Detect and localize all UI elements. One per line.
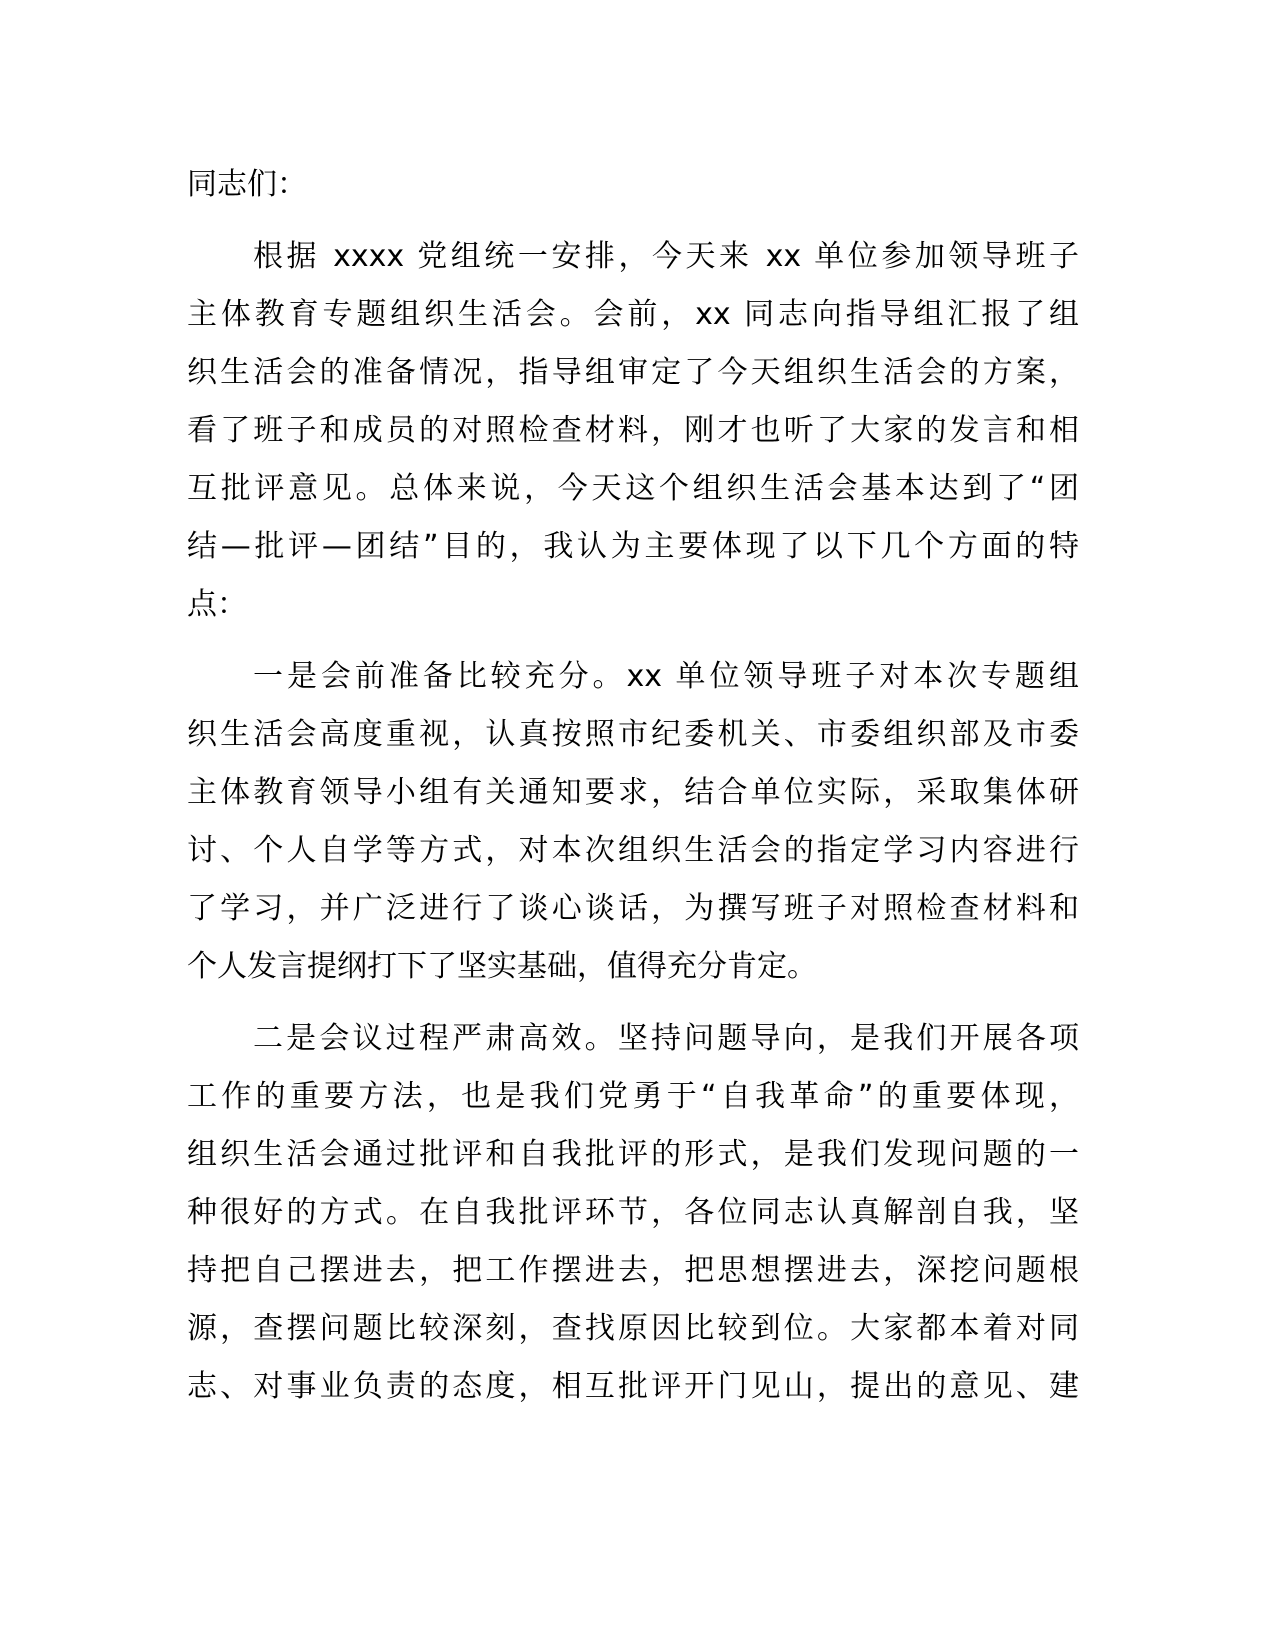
text-line: 根据 xxxx 党组统一安排，今天来 xx 单位参加领导班子 [253, 239, 1079, 274]
text-line: 主体教育专题组织生活会。会前，xx 同志向指导组汇报了组 [187, 297, 1079, 332]
text-line: 工作的重要方法，也是我们党勇于“自我革命”的重要体现， [187, 1079, 1079, 1114]
text-line: 种很好的方式。在自我批评环节，各位同志认真解剖自我，坚 [187, 1195, 1079, 1230]
paragraph-point-one [187, 648, 1079, 996]
text-line: 讨、个人自学等方式，对本次组织生活会的指定学习内容进行 [187, 833, 1079, 868]
text-line: 了学习，并广泛进行了谈心谈话，为撰写班子对照检查材料和 [187, 891, 1079, 926]
text-line: 织生活会高度重视，认真按照市纪委机关、市委组织部及市委 [187, 717, 1079, 752]
text-line: 二是会议过程严肃高效。坚持问题导向，是我们开展各项 [253, 1021, 1079, 1056]
text-line: 主体教育领导小组有关通知要求，结合单位实际，采取集体研 [187, 775, 1079, 810]
text-line: 看了班子和成员的对照检查材料，刚才也听了大家的发言和相 [187, 413, 1079, 448]
salutation: 同志们： [187, 167, 307, 202]
text-line: 源，查摆问题比较深刻，查找原因比较到位。大家都本着对同 [187, 1311, 1079, 1346]
text-line: 点： [187, 587, 247, 622]
text-line: 结—批评—团结”目的，我认为主要体现了以下几个方面的特 [187, 529, 1079, 564]
text-line: 织生活会的准备情况，指导组审定了今天组织生活会的方案， [187, 355, 1079, 390]
text-line: 组织生活会通过批评和自我批评的形式，是我们发现问题的一 [187, 1137, 1079, 1172]
paragraph-gap [187, 634, 1079, 648]
text-line: 个人发言提纲打下了坚实基础，值得充分肯定。 [187, 949, 817, 984]
text-line: 一是会前准备比较充分。xx 单位领导班子对本次专题组 [253, 659, 1079, 694]
paragraph-gap [187, 214, 1079, 228]
text-line: 互批评意见。总体来说，今天这个组织生活会基本达到了“团 [187, 471, 1079, 506]
text-line: 持把自己摆进去，把工作摆进去，把思想摆进去，深挖问题根 [187, 1253, 1079, 1288]
paragraph-opening [187, 228, 1079, 634]
document-body [187, 156, 1079, 1416]
paragraph-gap [187, 996, 1079, 1010]
paragraph-point-two [187, 1010, 1079, 1416]
text-line: 志、对事业负责的态度，相互批评开门见山，提出的意见、建 [187, 1369, 1079, 1404]
